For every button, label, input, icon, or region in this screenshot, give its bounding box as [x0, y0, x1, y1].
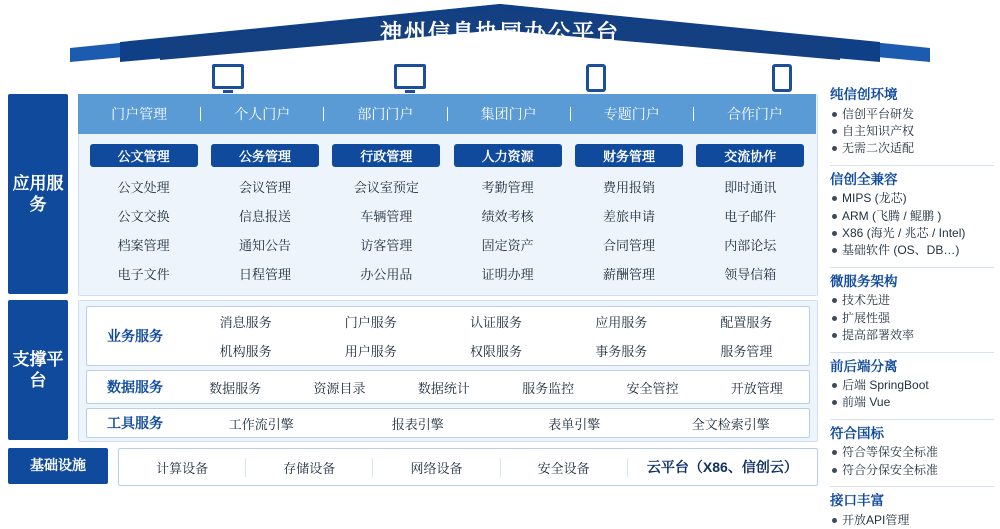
feature-list-item: 技术先进: [830, 292, 994, 309]
application-item[interactable]: 通知公告: [238, 238, 291, 253]
feature-list-item: 符合等保安全标准: [830, 444, 994, 461]
support-item[interactable]: 全文检索引擎: [691, 416, 770, 432]
support-item[interactable]: 服务管理: [720, 344, 773, 359]
application-item[interactable]: 固定资产: [481, 238, 534, 253]
application-column: [693, 144, 808, 286]
banner: [0, 0, 1000, 62]
support-item[interactable]: 数据服务: [209, 380, 262, 396]
application-column-head[interactable]: 交流协作: [696, 144, 804, 167]
support-item[interactable]: 报表引擎: [391, 416, 444, 432]
feature-list: [830, 292, 994, 344]
feature-list-item: 提高部署效率: [830, 327, 994, 344]
left-label-support-text: 支撑平台: [12, 349, 64, 390]
feature-sidebar: [830, 86, 994, 527]
application-item[interactable]: 证明办理: [481, 267, 534, 282]
support-line: [183, 336, 809, 365]
support-row-label: 业务服务: [107, 328, 163, 344]
support-item[interactable]: 工作流引擎: [228, 416, 294, 432]
support-item[interactable]: 安全管控: [626, 380, 679, 396]
application-item[interactable]: 电子文件: [117, 267, 170, 282]
infrastructure-item[interactable]: 云平台（X86、信创云）: [646, 459, 798, 475]
feature-list-item: MIPS (龙芯): [830, 190, 994, 207]
portal-cell[interactable]: 门户管理: [78, 107, 201, 121]
application-item[interactable]: 绩效考核: [481, 209, 534, 224]
feature-list-item: 信创平台研发: [830, 106, 994, 123]
feature-section: [830, 425, 994, 479]
application-item[interactable]: 会议管理: [238, 180, 291, 195]
application-item[interactable]: 合同管理: [602, 238, 655, 253]
application-column: [329, 144, 444, 286]
support-item[interactable]: 机构服务: [219, 344, 272, 359]
support-item[interactable]: 资源目录: [313, 380, 366, 396]
left-label-infrastructure-text: 基础设施: [30, 457, 86, 474]
support-row-data: [86, 370, 810, 404]
feature-list: [830, 190, 994, 260]
application-item[interactable]: 档案管理: [117, 238, 170, 253]
infrastructure-item[interactable]: 计算设备: [119, 458, 246, 477]
portal-cell[interactable]: 集团门户: [448, 107, 571, 121]
monitor-icon-2: [394, 64, 426, 93]
feature-divider: [830, 486, 994, 487]
support-row-items: [183, 371, 809, 403]
phone-icon-2: [772, 64, 792, 92]
monitor-icon-1: [212, 64, 244, 93]
support-line: [183, 409, 809, 437]
application-item[interactable]: 即时通讯: [724, 180, 777, 195]
application-item[interactable]: 访客管理: [360, 238, 413, 253]
left-label-infrastructure: [8, 448, 108, 484]
application-item[interactable]: 公文处理: [117, 180, 170, 195]
device-icon-row: [86, 62, 816, 94]
application-column: [571, 144, 686, 286]
application-item[interactable]: 电子邮件: [724, 209, 777, 224]
application-column-head[interactable]: 公务管理: [211, 144, 319, 167]
feature-section: [830, 273, 994, 345]
support-item[interactable]: 开放管理: [730, 380, 783, 396]
feature-section: [830, 86, 994, 158]
feature-list: [830, 512, 994, 529]
left-label-application-text: 应用服务: [12, 173, 64, 214]
phone-icon-1: [586, 64, 606, 92]
application-column-head[interactable]: 行政管理: [332, 144, 440, 167]
feature-list: [830, 444, 994, 479]
support-row-business: [86, 306, 810, 366]
support-row-label: 数据服务: [107, 379, 163, 395]
portal-cell[interactable]: 专题门户: [571, 107, 694, 121]
infrastructure-item[interactable]: 存储设备: [246, 458, 373, 477]
application-column-head[interactable]: 人力资源: [454, 144, 562, 167]
support-item[interactable]: 门户服务: [344, 315, 397, 330]
page-title: 神州信息协同办公平台: [379, 20, 620, 45]
left-label-support: [8, 300, 68, 440]
application-column-head[interactable]: 财务管理: [575, 144, 683, 167]
feature-list: [830, 377, 994, 412]
support-row-tools: [86, 408, 810, 438]
feature-divider: [830, 419, 994, 420]
support-item[interactable]: 权限服务: [470, 344, 523, 359]
feature-section: [830, 358, 994, 412]
feature-section-title: 符合国标: [830, 425, 884, 441]
portal-bar: [78, 94, 816, 134]
application-column: [450, 144, 565, 286]
application-item[interactable]: 费用报销: [602, 180, 655, 195]
infrastructure-row: [118, 448, 818, 486]
left-label-application: [8, 94, 68, 294]
application-item[interactable]: 内部论坛: [724, 238, 777, 253]
application-item[interactable]: 会议室预定: [353, 180, 419, 195]
application-column: [86, 144, 201, 286]
application-item[interactable]: 考勤管理: [481, 180, 534, 195]
support-row-items: [183, 307, 809, 365]
support-item[interactable]: 应用服务: [595, 315, 648, 330]
feature-list-item: 扩展性强: [830, 310, 994, 327]
infrastructure-item[interactable]: 网络设备: [373, 458, 500, 477]
application-item[interactable]: 信息报送: [238, 209, 291, 224]
support-item[interactable]: 认证服务: [470, 315, 523, 330]
feature-list-item: 后端 SpringBoot: [830, 377, 994, 394]
application-column-head[interactable]: 公文管理: [90, 144, 198, 167]
feature-list-item: ARM (飞腾 / 鲲鹏 ): [830, 208, 994, 225]
application-item[interactable]: 公文交换: [117, 209, 170, 224]
support-item[interactable]: 表单引擎: [548, 416, 601, 432]
portal-cell[interactable]: 个人门户: [201, 107, 324, 121]
application-item[interactable]: 差旅申请: [602, 209, 655, 224]
application-columns: [86, 144, 808, 286]
application-column: [207, 144, 322, 286]
support-line: [183, 307, 809, 336]
application-item[interactable]: 日程管理: [238, 267, 291, 282]
feature-divider: [830, 165, 994, 166]
support-item[interactable]: 事务服务: [595, 344, 648, 359]
support-item[interactable]: 消息服务: [219, 315, 272, 330]
feature-list-item: 自主知识产权: [830, 123, 994, 140]
infrastructure-item[interactable]: 安全设备: [501, 458, 628, 477]
feature-section-title: 前后端分离: [830, 358, 898, 374]
feature-section: [830, 492, 994, 529]
support-item[interactable]: 配置服务: [720, 315, 773, 330]
feature-section-title: 纯信创环境: [830, 87, 898, 102]
application-item[interactable]: 领导信箱: [724, 267, 777, 282]
support-item[interactable]: 用户服务: [344, 344, 397, 359]
portal-cell[interactable]: 合作门户: [726, 106, 783, 122]
application-item[interactable]: 车辆管理: [360, 209, 413, 224]
portal-cell[interactable]: 部门门户: [324, 107, 447, 121]
support-row-items: [183, 409, 809, 437]
application-item[interactable]: 办公用品: [360, 267, 413, 282]
support-item[interactable]: 服务监控: [522, 380, 575, 396]
support-item[interactable]: 数据统计: [417, 380, 470, 396]
support-row-label: 工具服务: [107, 415, 163, 431]
feature-section: [830, 171, 994, 260]
feature-section-title: 信创全兼容: [830, 171, 898, 187]
feature-list-item: 前端 Vue: [830, 394, 994, 411]
feature-list-item: 符合分保安全标准: [830, 462, 994, 479]
feature-list-item: 基础软件 (OS、DB…): [830, 242, 994, 259]
feature-list-item: 开放API管理: [830, 512, 994, 529]
feature-list-item: X86 (海光 / 兆芯 / Intel): [830, 225, 994, 242]
feature-divider: [830, 267, 994, 268]
feature-section-title: 微服务架构: [830, 273, 898, 289]
feature-list-item: 无需二次适配: [830, 140, 994, 157]
support-line: [183, 371, 809, 403]
feature-section-title: 接口丰富: [830, 493, 884, 509]
application-item[interactable]: 薪酬管理: [602, 267, 655, 282]
feature-divider: [830, 352, 994, 353]
feature-list: [830, 106, 994, 158]
